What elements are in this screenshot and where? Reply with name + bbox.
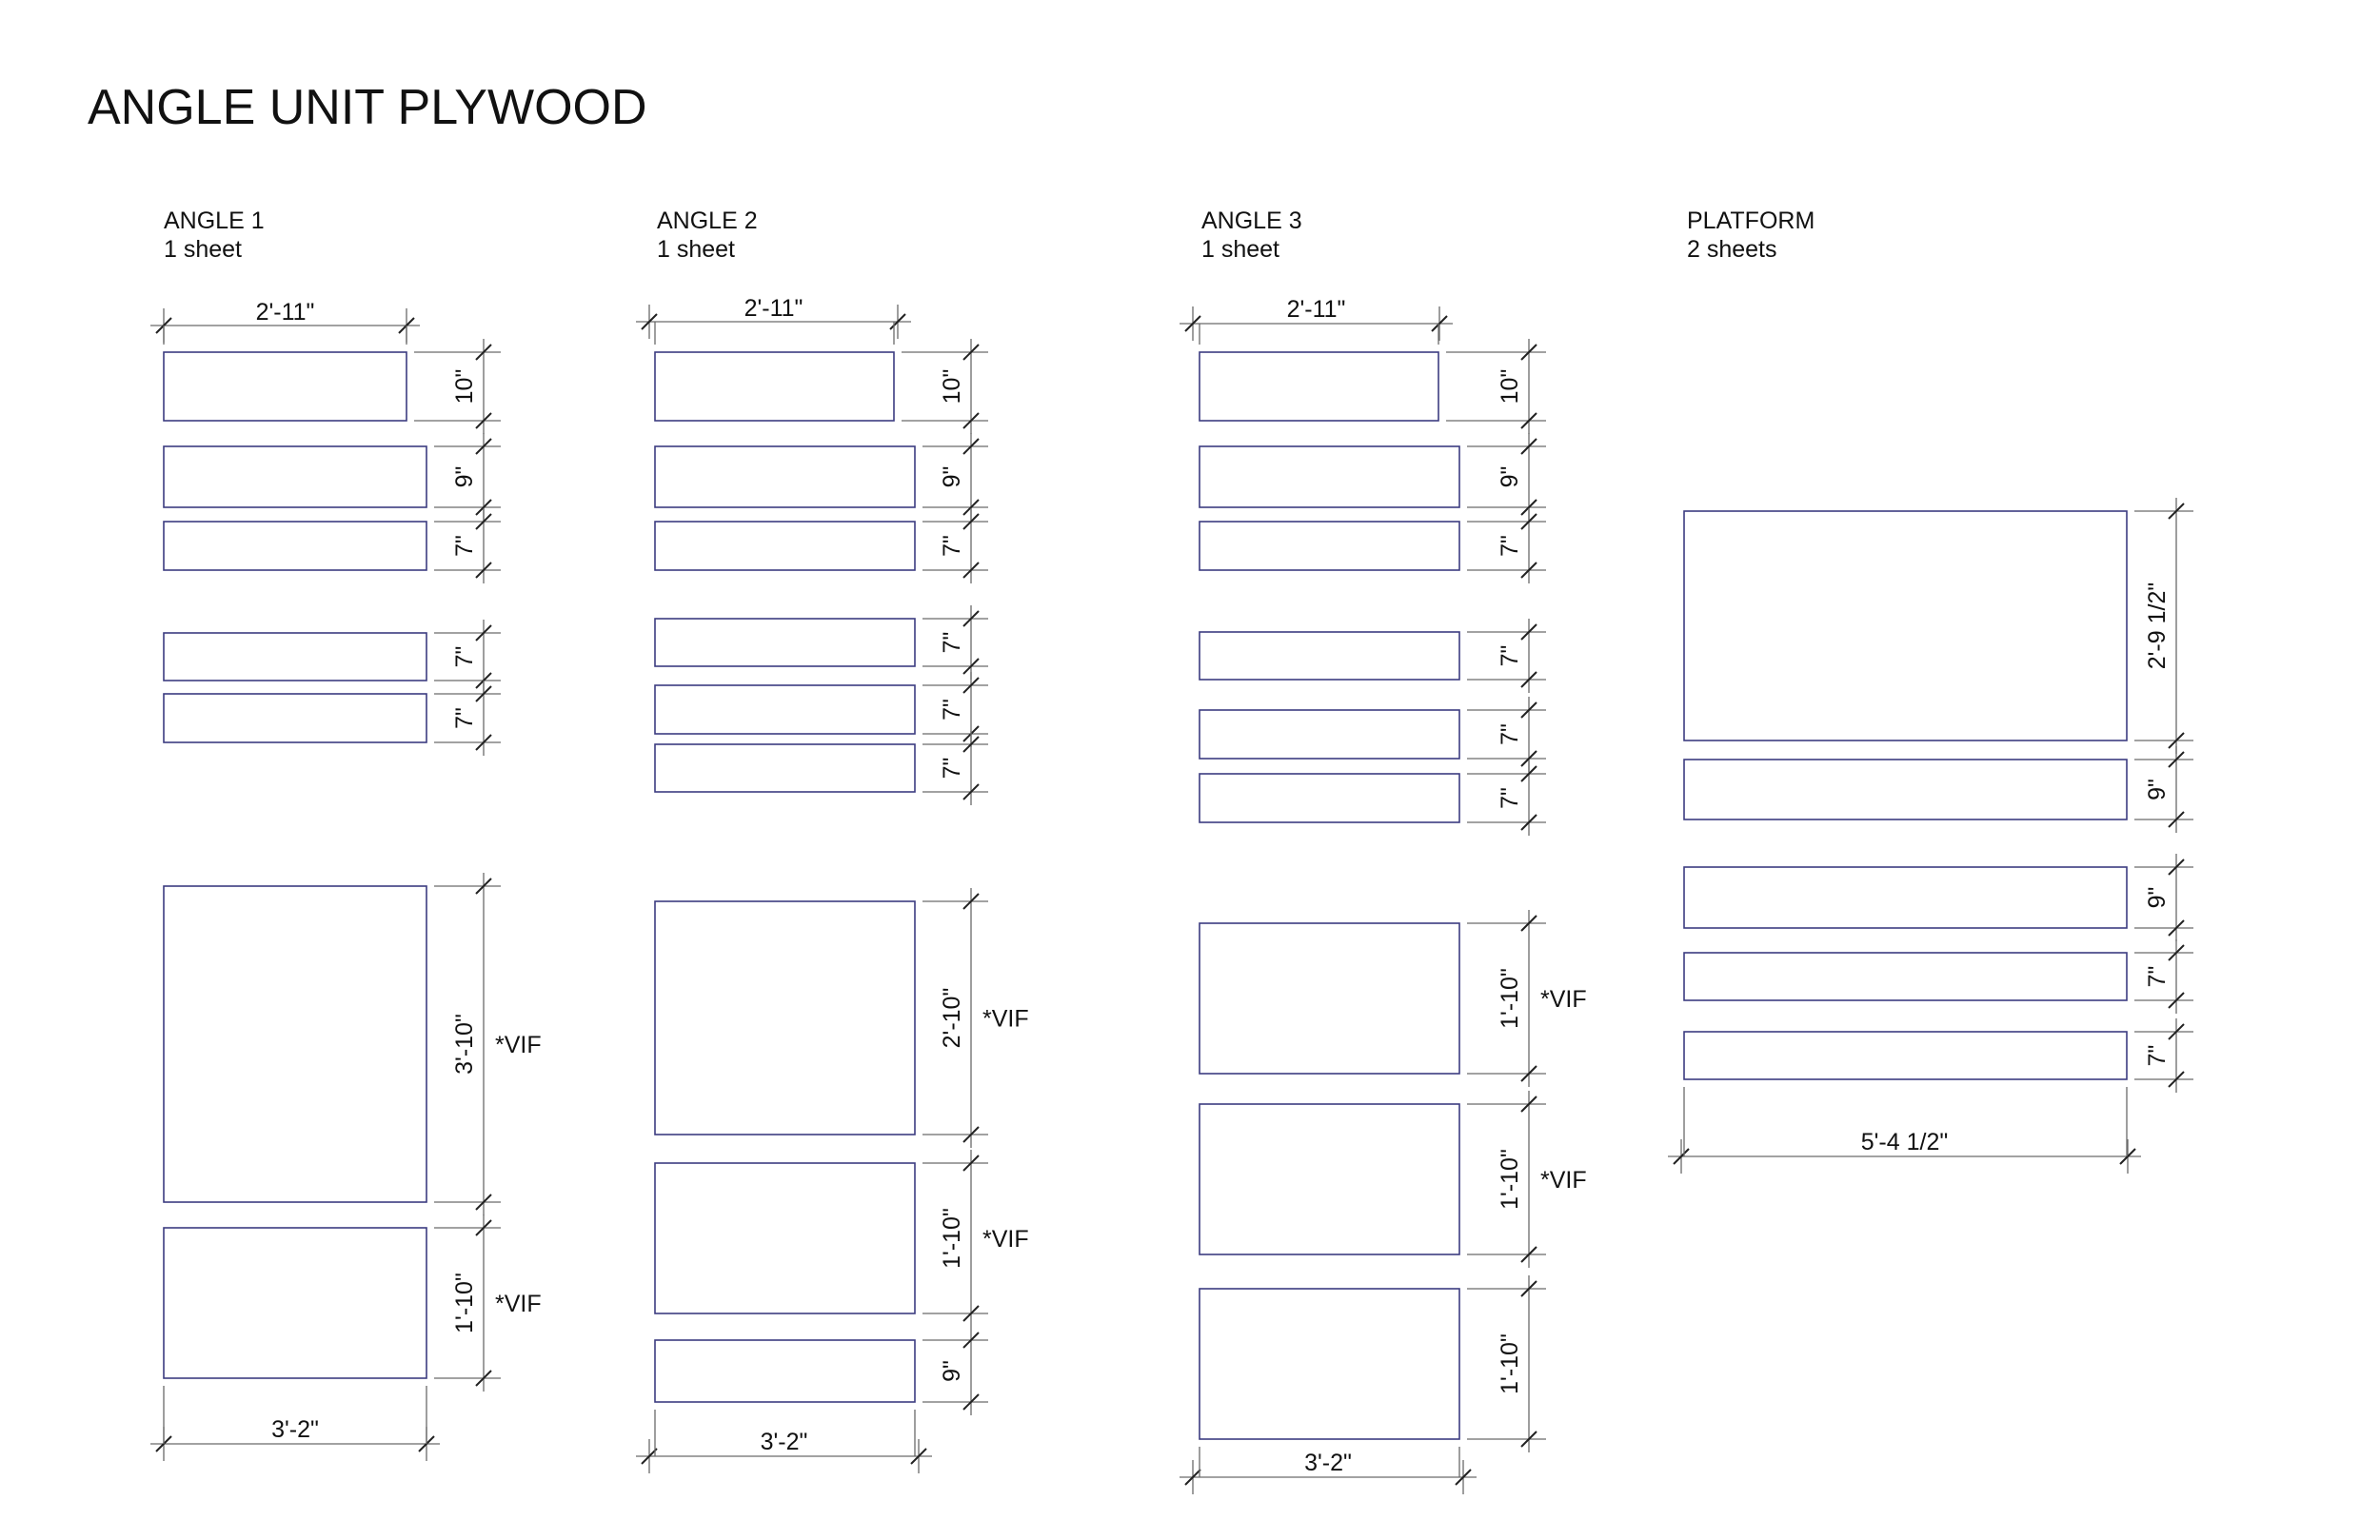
- cut-list-drawing: [150, 207, 2193, 1494]
- plywood-piece: [164, 433, 501, 521]
- width-dimension: [150, 299, 420, 343]
- piece-dimension-label: 7": [1497, 644, 1523, 667]
- plywood-piece: [655, 731, 988, 805]
- piece-dimension-label: 7": [451, 707, 478, 729]
- group-sheet-count: 2 sheets: [1687, 236, 1777, 263]
- width-dimension-label: 5'-4 1/2": [1860, 1129, 1949, 1155]
- piece-rect: [655, 901, 915, 1135]
- piece-dimension-label: 2'-10": [939, 987, 965, 1049]
- width-dimension-label: 3'-2": [271, 1416, 319, 1443]
- piece-rect: [1200, 632, 1459, 680]
- piece-dimension-label: 9": [2144, 886, 2171, 909]
- piece-rect: [655, 446, 915, 507]
- piece-dimension-label: 7": [451, 535, 478, 557]
- plywood-piece: [164, 620, 501, 694]
- group-sheet-count: 1 sheet: [164, 236, 243, 263]
- piece-dimension-label: 1'-10": [1497, 1333, 1523, 1394]
- piece-rect: [655, 352, 894, 421]
- piece-rect: [1200, 1104, 1459, 1254]
- piece-dimension-label: 7": [1497, 535, 1523, 557]
- plywood-piece: [1200, 619, 1546, 693]
- piece-rect: [1200, 923, 1459, 1074]
- width-dimension: [636, 295, 911, 339]
- piece-dimension-label: 7": [2144, 1044, 2171, 1067]
- piece-rect: [1684, 1032, 2127, 1079]
- piece-dimension-label: 9": [2144, 779, 2171, 800]
- group-sheet-count: 1 sheet: [1201, 236, 1280, 263]
- piece-rect: [164, 352, 407, 421]
- piece-rect: [655, 744, 915, 792]
- plywood-piece: [1684, 746, 2193, 833]
- plywood-piece: [164, 681, 501, 756]
- plywood-piece: [164, 1214, 542, 1392]
- plywood-piece: [1200, 433, 1546, 521]
- plywood-piece: [1684, 1018, 2193, 1093]
- width-dimension: [636, 1429, 932, 1473]
- vif-note: *VIF: [495, 1291, 542, 1317]
- width-dimension: [150, 1416, 440, 1461]
- piece-dimension-label: 7": [1497, 787, 1523, 809]
- vif-note: *VIF: [495, 1032, 542, 1058]
- group-platform: [1668, 207, 2193, 1174]
- plywood-piece: [655, 508, 988, 583]
- piece-dimension-label: 2'-9 1/2": [2144, 582, 2171, 670]
- piece-dimension-label: 7": [2144, 965, 2171, 988]
- plywood-piece: [1200, 508, 1546, 583]
- piece-dimension-label: 9": [939, 465, 965, 488]
- width-dimension: [1180, 1450, 1477, 1494]
- plywood-piece: [655, 1327, 988, 1415]
- piece-rect: [655, 1340, 915, 1402]
- piece-dimension-label: 7": [939, 757, 965, 780]
- piece-rect: [1200, 1289, 1459, 1439]
- width-dimension-label: 2'-11": [255, 299, 315, 326]
- piece-rect: [1200, 352, 1438, 421]
- vif-note: *VIF: [982, 1226, 1029, 1253]
- piece-dimension-label: 7": [1497, 723, 1523, 745]
- piece-rect: [655, 522, 915, 570]
- plywood-piece: [1200, 1091, 1587, 1268]
- group-sheet-count: 1 sheet: [657, 236, 736, 263]
- piece-rect: [164, 886, 426, 1202]
- group-angle-1: [150, 207, 542, 1461]
- plywood-piece: [164, 339, 501, 434]
- piece-dimension-label: 7": [939, 535, 965, 557]
- piece-dimension-label: 10": [451, 368, 478, 405]
- group-name: PLATFORM: [1687, 207, 1815, 234]
- piece-rect: [655, 619, 915, 666]
- vif-note: *VIF: [1540, 986, 1587, 1013]
- group-angle-3: [1180, 207, 1587, 1494]
- piece-rect: [655, 1163, 915, 1313]
- piece-rect: [1684, 511, 2127, 740]
- plywood-piece: [1684, 498, 2193, 754]
- plywood-piece: [655, 672, 988, 747]
- plywood-piece: [655, 433, 988, 521]
- piece-dimension-label: 9": [1497, 465, 1523, 488]
- width-dimension-label: 2'-11": [744, 295, 803, 322]
- piece-rect: [655, 685, 915, 734]
- piece-rect: [1200, 446, 1459, 507]
- piece-dimension-label: 7": [451, 645, 478, 668]
- piece-dimension-label: 7": [939, 699, 965, 721]
- plywood-piece: [1200, 760, 1546, 836]
- width-dimension-label: 2'-11": [1286, 296, 1346, 323]
- piece-rect: [1684, 867, 2127, 928]
- piece-dimension-label: 10": [939, 368, 965, 405]
- piece-dimension-label: 7": [939, 631, 965, 654]
- width-dimension: [1180, 296, 1453, 341]
- vif-note: *VIF: [982, 1005, 1029, 1033]
- piece-dimension-label: 3'-10": [451, 1014, 478, 1075]
- width-dimension-label: 3'-2": [1304, 1450, 1352, 1476]
- plywood-piece: [1684, 939, 2193, 1014]
- plywood-piece: [1200, 1275, 1546, 1452]
- piece-dimension-label: 1'-10": [451, 1273, 478, 1333]
- piece-dimension-label: 1'-10": [939, 1208, 965, 1269]
- group-name: ANGLE 2: [657, 207, 758, 234]
- plywood-piece: [655, 605, 988, 680]
- plywood-piece: [1200, 339, 1546, 434]
- width-dimension-label: 3'-2": [760, 1429, 808, 1455]
- plywood-piece: [1200, 910, 1587, 1087]
- piece-rect: [164, 1228, 426, 1378]
- width-dimension: [1668, 1129, 2141, 1174]
- piece-dimension-label: 10": [1497, 368, 1523, 405]
- plywood-piece: [1200, 697, 1546, 772]
- piece-rect: [164, 446, 426, 507]
- piece-rect: [164, 633, 426, 681]
- plywood-piece: [655, 339, 988, 434]
- piece-rect: [164, 694, 426, 742]
- piece-dimension-label: 9": [451, 465, 478, 488]
- piece-rect: [1684, 953, 2127, 1000]
- piece-dimension-label: 1'-10": [1497, 1149, 1523, 1210]
- page-title: ANGLE UNIT PLYWOOD: [88, 80, 647, 135]
- group-angle-2: [636, 207, 1029, 1473]
- piece-rect: [1200, 710, 1459, 759]
- group-name: ANGLE 3: [1201, 207, 1302, 234]
- piece-rect: [1200, 774, 1459, 822]
- piece-rect: [1200, 522, 1459, 570]
- plywood-piece: [164, 873, 542, 1215]
- plywood-piece: [655, 1150, 1029, 1327]
- group-name: ANGLE 1: [164, 207, 265, 234]
- piece-rect: [164, 522, 426, 570]
- piece-dimension-label: 1'-10": [1497, 968, 1523, 1029]
- plywood-piece: [164, 508, 501, 583]
- vif-note: *VIF: [1540, 1167, 1587, 1194]
- piece-dimension-label: 9": [939, 1360, 965, 1382]
- piece-rect: [1684, 760, 2127, 819]
- plywood-piece: [655, 888, 1029, 1148]
- plywood-piece: [1684, 854, 2193, 941]
